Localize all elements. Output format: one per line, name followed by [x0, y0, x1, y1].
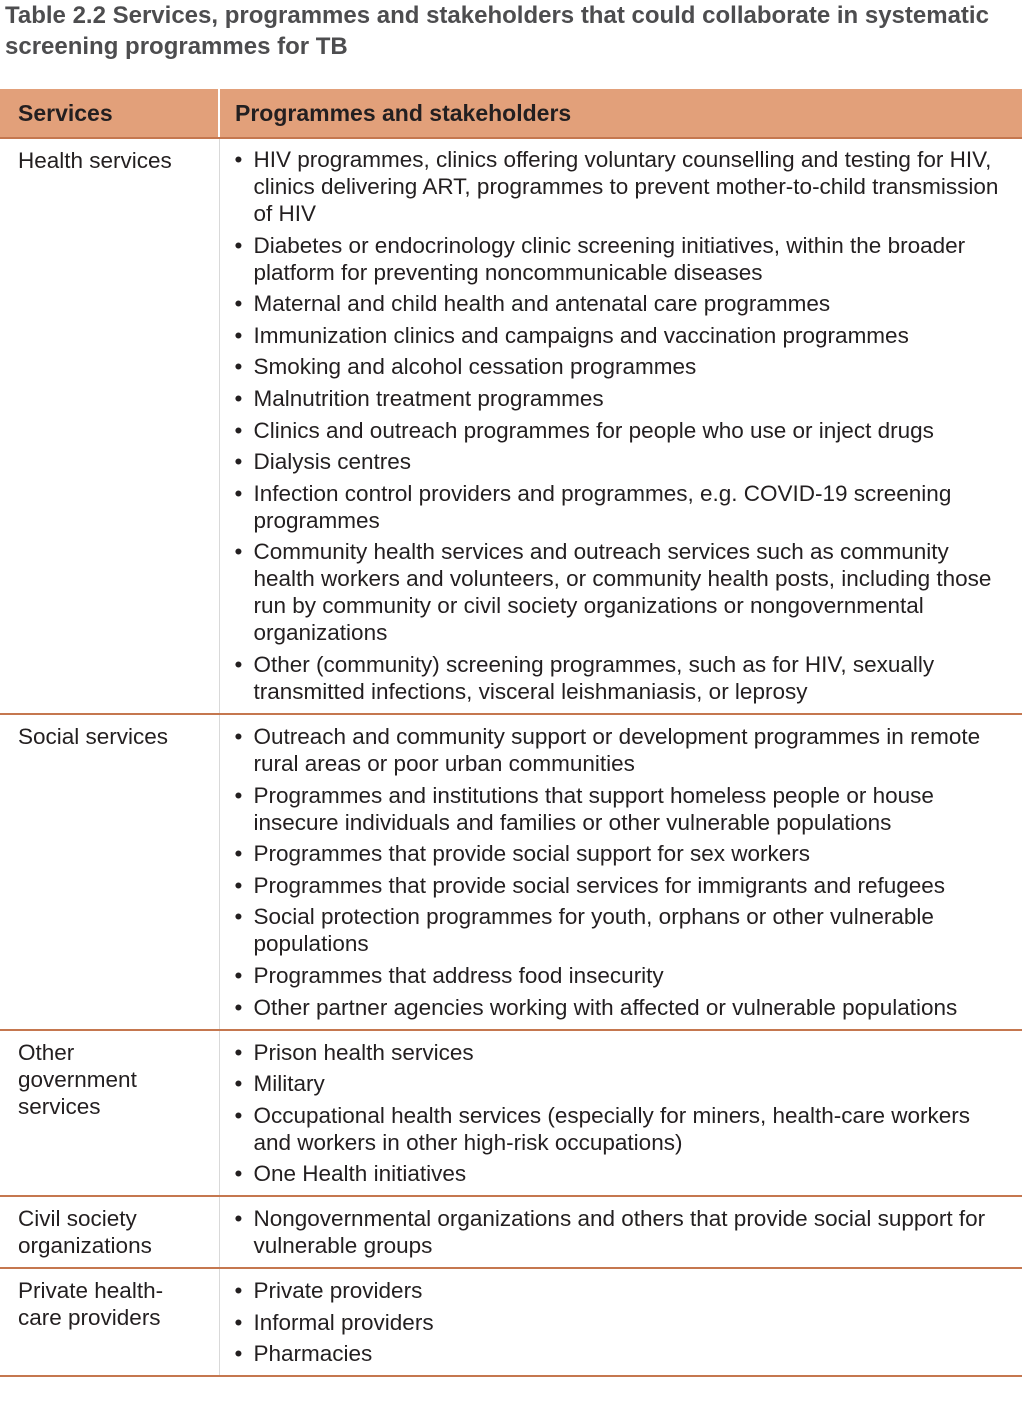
- list-item: • Smoking and alcohol cessation programmes: [234, 353, 1009, 380]
- list-item: • Social protection programmes for youth, orphans or other vulnerable populations: [234, 903, 1009, 957]
- list-item: • Community health services and outreach services such as community health workers and volunteers, or community health posts, including those run by community or civil society organizations or nongovernmental organizations: [234, 538, 1009, 646]
- service-cell: Social services: [0, 714, 219, 1030]
- table-row-health-services: [0, 138, 1022, 714]
- column-header-services: Services: [0, 89, 219, 138]
- list-item: • Programmes that provide social support for sex workers: [234, 840, 1009, 867]
- service-cell: Private health-care providers: [0, 1268, 219, 1376]
- programmes-list: [234, 1277, 1009, 1367]
- service-cell: Other government services: [0, 1030, 219, 1197]
- table-row-social-services: [0, 714, 1022, 1030]
- table-row-private-health-care-providers: [0, 1268, 1022, 1376]
- list-item: • Programmes and institutions that support homeless people or house insecure individuals and families or other vulnerable populations: [234, 782, 1009, 836]
- list-item: • Immunization clinics and campaigns and vaccination programmes: [234, 322, 1009, 349]
- list-item: • Nongovernmental organizations and others that provide social support for vulnerable groups: [234, 1205, 1009, 1259]
- table-row-civil-society-organizations: [0, 1196, 1022, 1268]
- list-item: • Other partner agencies working with affected or vulnerable populations: [234, 994, 1009, 1021]
- programmes-cell: [219, 1268, 1022, 1376]
- list-item: • Programmes that address food insecurity: [234, 962, 1009, 989]
- list-item: • Occupational health services (especially for miners, health-care workers and workers in other high-risk occupations): [234, 1102, 1009, 1156]
- list-item: • Programmes that provide social services for immigrants and refugees: [234, 872, 1009, 899]
- list-item: • Informal providers: [234, 1309, 1009, 1336]
- list-item: • One Health initiatives: [234, 1160, 1009, 1187]
- list-item: • Infection control providers and programmes, e.g. COVID-19 screening programmes: [234, 480, 1009, 534]
- list-item: • Private providers: [234, 1277, 1009, 1304]
- table-header-row: [0, 89, 1022, 138]
- list-item: • Other (community) screening programmes, such as for HIV, sexually transmitted infections, visceral leishmaniasis, or leprosy: [234, 651, 1009, 705]
- list-item: • Pharmacies: [234, 1340, 1009, 1367]
- list-item: • Malnutrition treatment programmes: [234, 385, 1009, 412]
- programmes-list: [234, 1205, 1009, 1259]
- list-item: • Diabetes or endocrinology clinic screening initiatives, within the broader platform for preventing noncommunicable diseases: [234, 232, 1009, 286]
- list-item: • Military: [234, 1070, 1009, 1097]
- services-table: [0, 89, 1022, 1377]
- programmes-list: [234, 146, 1009, 705]
- list-item: • HIV programmes, clinics offering voluntary counselling and testing for HIV, clinics delivering ART, programmes to prevent mother-to-child transmission of HIV: [234, 146, 1009, 227]
- programmes-cell: [219, 138, 1022, 714]
- programmes-cell: [219, 1196, 1022, 1268]
- list-item: • Prison health services: [234, 1039, 1009, 1066]
- table-row-other-government-services: [0, 1030, 1022, 1197]
- programmes-cell: [219, 714, 1022, 1030]
- programmes-list: [234, 1039, 1009, 1188]
- programmes-list: [234, 723, 1009, 1021]
- list-item: • Outreach and community support or development programmes in remote rural areas or poor urban communities: [234, 723, 1009, 777]
- list-item: • Clinics and outreach programmes for people who use or inject drugs: [234, 417, 1009, 444]
- programmes-cell: [219, 1030, 1022, 1197]
- service-cell: Health services: [0, 138, 219, 714]
- service-cell: Civil society organizations: [0, 1196, 219, 1268]
- column-header-programmes: Programmes and stakeholders: [219, 89, 1022, 138]
- list-item: • Maternal and child health and antenatal care programmes: [234, 290, 1009, 317]
- table-title: Table 2.2 Services, programmes and stakeholders that could collaborate in systematic screening programmes for TB: [5, 2, 989, 60]
- list-item: • Dialysis centres: [234, 448, 1009, 475]
